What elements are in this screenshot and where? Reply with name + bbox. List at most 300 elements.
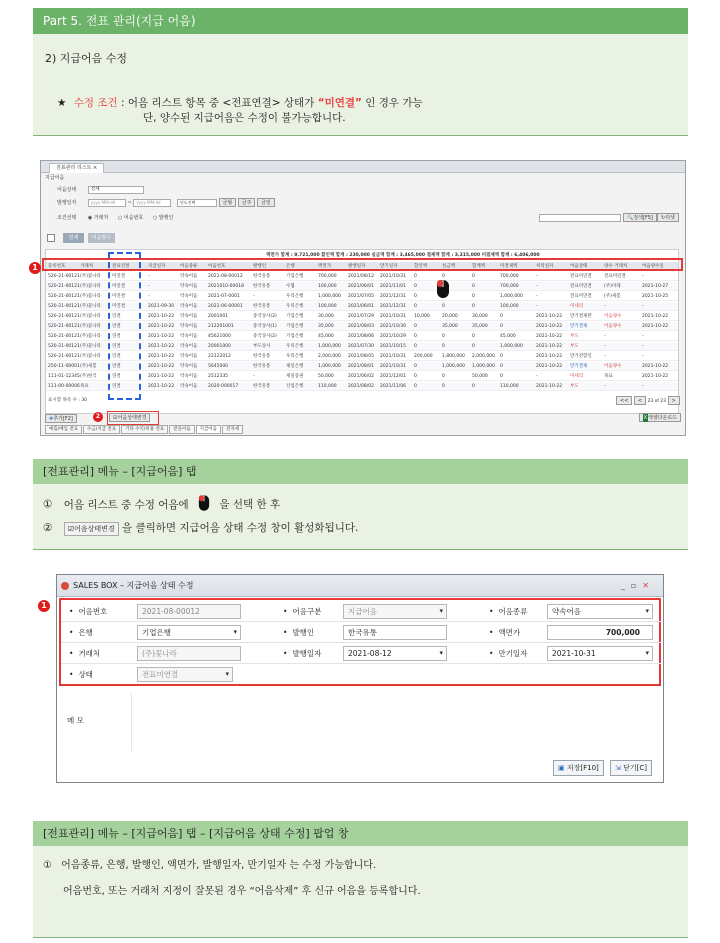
close-icon[interactable]: ✕ (642, 581, 655, 590)
table-cell: 2021-10-22 (642, 324, 669, 329)
table-cell: 만기결제 (570, 364, 588, 369)
table-cell: 어음양수 (604, 314, 622, 319)
table-cell: - (253, 374, 255, 379)
notes-panel (33, 846, 688, 938)
table-cell: 어음양수 (604, 364, 622, 369)
popup-title: SALES BOX – 지급어음 상태 수정 (73, 581, 194, 590)
table-cell: 만기결제완 (570, 314, 592, 319)
table-cell: 연결 (112, 354, 121, 359)
table-cell: 0 (500, 314, 503, 319)
table-cell: 0 (500, 374, 503, 379)
prev-page-button[interactable]: << (616, 396, 632, 405)
column-header[interactable]: 실금액 (442, 264, 456, 269)
group-label: 지급어음 (45, 175, 65, 181)
radio-customer[interactable]: ◉ 거래처 (87, 215, 109, 221)
table-cell: 2,000,000 (318, 354, 341, 359)
add-button[interactable] (45, 414, 77, 423)
date-from-text: yyyy-MM-dd (90, 199, 116, 205)
row-count-label: 표시할 목록 수 : 30 (48, 398, 88, 403)
table-cell: 약속어음 (180, 324, 198, 329)
column-header[interactable]: 양수 거래처 (604, 264, 628, 269)
table-cell: 35,000 (318, 324, 334, 329)
table-cell: - (536, 374, 538, 379)
table-cell: - (642, 334, 644, 339)
section-header: Part 5. 전표 관리(지급 어음) (33, 8, 688, 34)
table-cell: 2021-10-22 (642, 374, 669, 379)
table-cell: (주)꽃나라 (80, 284, 101, 289)
column-header[interactable]: 할인액 (414, 264, 428, 269)
table-cell: (주)미래 (604, 284, 621, 289)
minimize-icon[interactable]: _ (620, 581, 631, 590)
table-cell: 어음양수 (604, 324, 622, 329)
refresh-icon: ↻ (661, 215, 666, 221)
table-cell: 0 (414, 284, 417, 289)
memo-label: 메 모 (67, 716, 84, 725)
table-cell: 1,000,000 (442, 364, 465, 369)
table-cell: 부도 (570, 334, 579, 339)
radio-issuer[interactable]: ○ 발행인 (152, 215, 174, 221)
table-cell: 520-21-00121 (48, 304, 80, 309)
note-type-select[interactable]: 약속어음 ▾ (547, 604, 653, 619)
table-cell: (주)새봄 (80, 364, 97, 369)
today-button[interactable]: 금일 (257, 198, 275, 207)
step-text: 을 클릭하면 지급어음 상태 수정 창이 활성화됩니다. (121, 522, 359, 534)
save-button[interactable] (553, 760, 604, 776)
table-cell: 45,000 (500, 334, 516, 339)
table-cell: 2021-10-22 (148, 314, 175, 319)
sample-label: 어음상태변경 (74, 525, 115, 533)
table-cell: 0 (442, 374, 445, 379)
column-header[interactable]: 전표연결 (112, 264, 130, 269)
table-cell: 만기전할인 (570, 354, 592, 359)
menu-path-strip-2: [전표관리] 메뉴 – [지급어음] 탭 – [지급어음 상태 수정] 팝업 창 (33, 821, 688, 846)
column-header[interactable]: 어음종류 (180, 264, 198, 269)
date-to-input[interactable] (133, 199, 171, 207)
condition-text: : 어음 리스트 항목 중 <전표연결> 상태가 (121, 97, 318, 109)
table-cell: 0 (414, 344, 417, 349)
condition-line-2: 단, 양수된 지급어음은 수정이 불가능합니다. (143, 112, 346, 124)
table-cell: 한국유통 (253, 304, 271, 309)
table-cell: 약속어음 (180, 294, 198, 299)
save-icon: ▣ (558, 764, 565, 772)
column-header[interactable]: 미결제액 (500, 264, 518, 269)
table-cell: 0 (472, 344, 475, 349)
table-cell: - (536, 304, 538, 309)
form-row-1 (61, 601, 661, 622)
table-cell: 목표 (604, 374, 613, 379)
table-cell: 520-21-00121 (48, 324, 80, 329)
search-icon: 🔍 (627, 215, 634, 221)
excel-download-button[interactable] (639, 413, 681, 422)
note-status-select[interactable] (88, 186, 144, 194)
table-cell: 0 (500, 354, 503, 359)
filter-row-date: 발행일자 yyyy-MM-dd ~ yyyy-MM-dd 년도선택 금월 금주 금일 (45, 198, 275, 208)
form-row-2 (61, 622, 661, 643)
table-cell: (주)꽃나라 (80, 354, 101, 359)
table-cell: 0 (414, 374, 417, 379)
table-cell: 2021-06-00001 (208, 304, 243, 309)
table-cell: - (604, 334, 606, 339)
excel-icon: X (643, 415, 648, 421)
marker-1: 1 (29, 262, 41, 274)
column-header[interactable]: 어음양수일 (642, 264, 664, 269)
column-header[interactable]: 어음번호 (208, 264, 226, 269)
table-cell: 2021-10-22 (536, 354, 563, 359)
table-cell: 0 (442, 304, 445, 309)
table-cell: 0 (442, 274, 445, 279)
table-cell: (주)꽃나라 (80, 334, 101, 339)
table-cell: 2021/10/29 (380, 334, 406, 339)
excel-label: 액셀다운로드 (648, 415, 677, 421)
table-cell: 2,000,000 (472, 354, 495, 359)
table-cell: 2021/08/06 (348, 334, 374, 339)
table-cell: 50,000 (472, 374, 488, 379)
table-cell: 1,000,000 (318, 294, 341, 299)
checkbox-icon[interactable] (47, 234, 55, 242)
table-cell: 우리은행 (286, 294, 304, 299)
table-cell: 연결 (112, 374, 121, 379)
step-number: ① (43, 498, 53, 511)
status-label: • 상태 (69, 664, 93, 685)
table-cell: 1,000,000 (500, 344, 523, 349)
marker-popup-1: 1 (38, 600, 50, 612)
mouse-icon (198, 494, 210, 515)
table-cell: 2021/08/03 (348, 324, 374, 329)
table-cell: 0 (414, 294, 417, 299)
table-cell: 0 (500, 324, 503, 329)
table-cell: (주)새봄 (604, 294, 621, 299)
all-button[interactable]: 전체 (63, 233, 85, 243)
column-header[interactable]: 지급일자 (148, 264, 166, 269)
reset-label: 리셋 (665, 215, 675, 221)
table-cell: 2021/08/02 (348, 384, 374, 389)
issuer-field[interactable]: 한국유통 (343, 625, 447, 640)
table-cell: 100,000 (500, 304, 519, 309)
period-select[interactable] (177, 199, 217, 207)
note-class-select: 지급어음 ▾ (343, 604, 447, 619)
table-cell: 연결 (112, 364, 121, 369)
table-cell: 212201001 (208, 324, 234, 329)
table-cell: 1,000,000 (472, 364, 495, 369)
table-cell: 연결 (112, 334, 121, 339)
table-cell: 2021/12/31 (380, 304, 406, 309)
table-cell: 약속어음 (180, 354, 198, 359)
mouse-icon (436, 279, 450, 301)
column-header[interactable]: 발행인 (253, 264, 267, 269)
filter-area (45, 183, 681, 231)
table-cell: 520-21-00121 (48, 284, 80, 289)
received-button[interactable]: 어음양수 (88, 233, 115, 243)
table-cell: - (642, 304, 644, 309)
bottom-tab[interactable]: 지급어음 (196, 425, 221, 434)
table-cell: 미연결 (112, 274, 126, 279)
table-cell: 2021/08/05 (348, 354, 374, 359)
table-cell: 0 (472, 304, 475, 309)
table-cell: 우리은행 (286, 344, 304, 349)
exit-icon: ⇲ (615, 764, 621, 772)
memo-textarea[interactable] (131, 693, 657, 751)
table-cell: 1,000,000 (318, 344, 341, 349)
table-cell: 약속어음 (180, 284, 198, 289)
marker-2: 2 (93, 412, 103, 422)
memo-area (61, 691, 661, 753)
table-cell: 한국유통 (253, 384, 271, 389)
issuer-label: • 발행인 (283, 622, 314, 643)
table-cell: - (148, 294, 150, 299)
column-header[interactable]: 발행일자 (348, 264, 366, 269)
table-cell: 2020-000017 (208, 384, 239, 389)
note-text: 어음종류, 은행, 발행인, 액면가, 발행일자, 만기일자 는 수정 가능합니다. (61, 860, 377, 871)
issue-date-picker[interactable]: 2021-08-12 ▾ (343, 646, 447, 661)
next-button[interactable]: > (668, 396, 680, 405)
table-cell: 520-21-00121 (48, 354, 80, 359)
table-cell: 0 (472, 284, 475, 289)
date-from-input[interactable] (88, 199, 126, 207)
table-cell: (주)꽃나라 (80, 344, 101, 349)
table-cell: 약속어음 (180, 304, 198, 309)
table-cell: 2021/10/31 (380, 314, 406, 319)
condition-highlight: “미연결” (317, 97, 362, 109)
search-input[interactable] (539, 214, 621, 222)
table-cell: 200,000 (414, 354, 433, 359)
column-header[interactable]: 할계액 (472, 264, 486, 269)
table-cell: 약속어음 (180, 274, 198, 279)
table-cell: (주)한국 (80, 374, 97, 379)
condition-panel (33, 34, 688, 136)
plus-icon: ✚ (49, 416, 54, 422)
table-cell: 1,000,000 (500, 294, 523, 299)
window-controls[interactable] (621, 575, 655, 597)
bottom-tab[interactable]: 수금/지급 전표 (83, 425, 120, 434)
table-cell: 연결 (112, 384, 121, 389)
table-cell: 10,000 (414, 314, 430, 319)
bottom-tabs (45, 425, 244, 434)
table-cell: 30,000 (472, 314, 488, 319)
status-change-label: 어음상태변경 (117, 415, 147, 421)
table-cell: 0 (414, 364, 417, 369)
due-date-picker[interactable]: 2021-10-31 ▾ (547, 646, 653, 661)
table-cell: - (604, 344, 606, 349)
table-cell: 45621000 (208, 334, 231, 339)
table-cell: 미연결 (112, 304, 126, 309)
table-cell: 산업은행 (286, 384, 304, 389)
table-cell: - (536, 274, 538, 279)
column-header[interactable]: 액면가 (318, 264, 332, 269)
table-cell: 100,000 (318, 284, 337, 289)
table-cell: 0 (442, 344, 445, 349)
table-cell: 45,000 (318, 334, 334, 339)
status-select: 전표미연결 ▾ (137, 667, 233, 682)
table-cell: 2021-10-22 (536, 384, 563, 389)
table-cell: 2021-10-22 (642, 314, 669, 319)
reset-button[interactable] (657, 213, 679, 222)
filter-label: 발행일자 (57, 200, 77, 206)
table-cell: 2021/10/31 (380, 364, 406, 369)
table-cell: 부도 (570, 384, 579, 389)
app-icon (61, 582, 69, 590)
menu-path-strip-1: [전표관리] 메뉴 – [지급어음] 탭 (33, 459, 688, 484)
period-text: 년도선택 (179, 199, 196, 205)
table-cell: 520-21-00121 (48, 274, 80, 279)
table-cell: 2021/06/02 (348, 374, 374, 379)
bank-select[interactable]: 기업은행 ▾ (137, 625, 241, 640)
table-cell: 2021/07/29 (348, 314, 374, 319)
filter-row-cond (45, 213, 681, 223)
table-cell: 520-21-00121 (48, 314, 80, 319)
table-cell: 약속어음 (180, 344, 198, 349)
table-cell: 2021-10-22 (148, 334, 175, 339)
status-change-button-sample (64, 522, 119, 536)
table-cell: 연결 (112, 324, 121, 329)
add-label: 추가[F2] (53, 416, 73, 422)
radio-label: 거래처 (93, 215, 109, 221)
bottom-tab[interactable]: 받을어음 (169, 425, 194, 434)
table-cell: 0 (414, 324, 417, 329)
column-header[interactable]: 은행 (286, 264, 295, 269)
table-cell: 약속어음 (180, 374, 198, 379)
note-class-label: • 어음구분 (283, 601, 321, 622)
table-cell: (주)꽃나라 (80, 324, 101, 329)
table-cell: 약속어음 (180, 334, 198, 339)
customer-label: • 거래처 (69, 643, 100, 664)
table-cell: 2021-10-22 (148, 384, 175, 389)
condition-text-post: 인 경우 가능 (365, 97, 423, 109)
table-cell: 미세리 (570, 374, 584, 379)
filter-label: 조건선택 (57, 215, 77, 221)
table-cell: - (604, 304, 606, 309)
bottom-tab[interactable]: 매출/매입 전표 (45, 425, 82, 434)
table-cell: 전표미연결 (604, 274, 626, 279)
bottom-action-bar (45, 413, 681, 424)
status-change-button[interactable] (109, 413, 150, 422)
table-cell: 0 (500, 364, 503, 369)
steps-panel (33, 484, 688, 550)
table-cell: 100,000 (318, 304, 337, 309)
table-cell: 2021-10-25 (642, 294, 669, 299)
table-cell: 0 (472, 384, 475, 389)
table-cell: 0 (472, 274, 475, 279)
this-week-button[interactable]: 금주 (238, 198, 256, 207)
table-cell: 50,000 (318, 374, 334, 379)
step-text: 어음 리스트 중 수정 어음에 (63, 498, 189, 511)
radio-note[interactable]: ○ 어음번호 (117, 215, 144, 221)
prev-button[interactable]: < (634, 396, 646, 405)
table-cell: 전표미연결 (570, 274, 592, 279)
column-header[interactable]: 거래처 (80, 264, 94, 269)
save-label: 저장[F10] (566, 764, 599, 772)
table-cell: 2021-08-00012 (208, 274, 243, 279)
table-cell: 1,800,000 (442, 354, 465, 359)
table-cell: 제일증권 (286, 374, 304, 379)
table-cell: 700,000 (500, 284, 519, 289)
table-cell: 700,000 (318, 274, 337, 279)
column-header[interactable]: 등록번호 (48, 264, 66, 269)
table-cell: 약속어음 (180, 384, 198, 389)
table-cell: 2021/07/30 (348, 344, 374, 349)
date-to-text: yyyy-MM-dd (136, 199, 161, 205)
checklist-icon: ☑ (113, 415, 118, 421)
step-1 (43, 494, 280, 515)
column-header[interactable]: 만기일자 (380, 264, 398, 269)
pager-text: 23 of 23 (647, 399, 667, 404)
table-cell: 2021-10-22 (536, 314, 563, 319)
tab-note-list[interactable]: 전표관리 리스트 × (49, 163, 104, 173)
table-cell: 2021-09-30 (148, 304, 175, 309)
table-cell: 2021/10/31 (380, 354, 406, 359)
column-header[interactable]: 처리일자 (536, 264, 554, 269)
search-button[interactable] (623, 213, 657, 222)
table-cell: 111-01-12345 (48, 374, 80, 379)
table-cell: (주)꽃나라 (80, 304, 101, 309)
table-cell: 수협 (286, 284, 295, 289)
step-number: ② (43, 522, 53, 534)
step-2 (43, 520, 358, 536)
issue-date-label: • 발행일자 (283, 643, 321, 664)
list-toolbar (47, 233, 115, 245)
table-cell: 0 (414, 384, 417, 389)
table-cell: 35,000 (472, 324, 488, 329)
table-cell: 한국유통 (253, 284, 271, 289)
table-cell: 2512335 (208, 374, 229, 379)
table-cell: 20001000 (208, 344, 231, 349)
table-cell: 2021-10-22 (148, 344, 175, 349)
note-list-screenshot (32, 160, 686, 436)
table-cell: 111-00-00006 (48, 384, 80, 389)
table-cell: 2021/12/01 (380, 374, 406, 379)
table-cell: 2021/08/01 (348, 364, 374, 369)
radio-label: 발행인 (158, 215, 174, 221)
table-cell: - (253, 294, 255, 299)
table-cell: 2001001 (208, 314, 229, 319)
bottom-tab[interactable]: 전자세 (222, 425, 243, 434)
pager[interactable] (616, 396, 680, 405)
table-cell: 한국유통 (253, 364, 271, 369)
table-cell: 0 (414, 274, 417, 279)
table-cell: 전표미연결 (570, 294, 592, 299)
table-cell: 5645000 (208, 364, 229, 369)
note-type-label: • 어음종류 (489, 601, 527, 622)
table-cell: 520-21-00121 (48, 344, 80, 349)
table-cell: 2021-10-22 (536, 344, 563, 349)
restore-icon[interactable]: ▫ (630, 581, 643, 590)
table-cell: 미연결 (112, 284, 126, 289)
table-cell: (주)꽃나라 (80, 274, 101, 279)
bank-label: • 은행 (69, 622, 93, 643)
this-month-button[interactable]: 금월 (219, 198, 237, 207)
table-cell: 2021/10/30 (380, 324, 406, 329)
table-cell: 110,000 (318, 384, 337, 389)
screen-tabbar (41, 161, 685, 173)
table-cell: 목표 (80, 384, 89, 389)
filter-row-type (45, 185, 144, 195)
table-cell: - (148, 274, 150, 279)
face-value-stepper[interactable]: 700,000 (547, 625, 653, 640)
table-cell: 2021-10-22 (148, 364, 175, 369)
table-cell: (주)꽃나라 (80, 294, 101, 299)
bottom-tab[interactable]: 기타 수익/비용 전표 (121, 425, 168, 434)
filter-label: 어음상태 (57, 187, 77, 193)
checklist-icon: ☑ (67, 525, 75, 533)
condition-label: 수정 조건 (73, 97, 118, 109)
column-header[interactable]: 어음상태 (570, 264, 588, 269)
table-cell: 0 (442, 334, 445, 339)
table-cell: 2021-10-22 (148, 324, 175, 329)
table-cell: 35,000 (442, 324, 458, 329)
form-row-3 (61, 643, 661, 664)
table-cell: - (536, 294, 538, 299)
close-button[interactable] (610, 760, 652, 776)
close-label: 닫기[C] (623, 764, 647, 772)
